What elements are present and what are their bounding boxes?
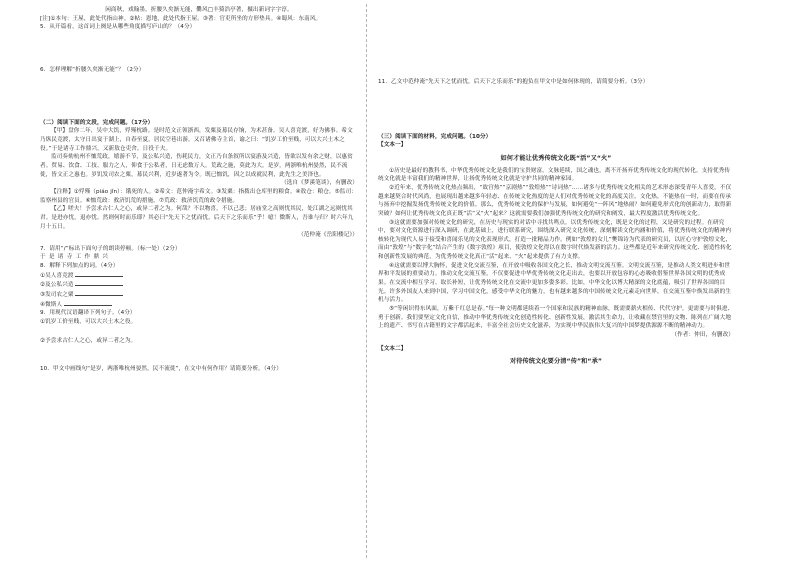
q7-char: 兴 bbox=[102, 254, 108, 261]
q8-item bbox=[40, 300, 358, 310]
question-7-sentence bbox=[40, 253, 358, 262]
text1-paragraph-4: ④这就需要以博大胸怀，促进文化交流互鉴，在开放中吸收各国文化之长，推动文明交流互鉴。文明交流互鉴，是推动人类文明进步和世界和平发展的重要动力。推动文化交流互鉴，不仅要促进中华优秀传统文化走出去，也要以开放包容的心态吸收借鉴世界各国文明的优秀成果。在交流中相互学习、取长补短，让优秀传统文化在交流中更加多姿多彩。比如，中华文化以博大精深的文化底蕴，吸引了世界各国的目光。许多外国友人来到中国，学习中国文化，感受中华文化的魅力，也有越来越多的中国传统文化元素走向世界，在交流互鉴中焕发出新的生机与活力。 bbox=[378, 262, 732, 304]
text1-label: 【文本一】 bbox=[378, 142, 407, 149]
question-6: 6．怎样理解“折腰久矣渐无能”？（2分） bbox=[40, 66, 145, 73]
q8-item-text: ①吴人喜竞渡 bbox=[40, 272, 74, 279]
q7-char: 寺 bbox=[66, 254, 73, 261]
question-11: 11．乙文中范仲淹“先天下之忧而忧，后天下之乐而乐”的抱负在甲文中是如何体现的，请简要分析。（3分） bbox=[378, 79, 649, 85]
passage-yi-source: （范仲淹《岳阳楼记》） bbox=[298, 232, 358, 239]
text1-title: 如何才能让优秀传统文化既“活”又“火” bbox=[500, 154, 612, 162]
question-5: 5．从开篇看，这首词上阕是从哪些角度描写庐山的？（4分） bbox=[40, 24, 196, 31]
question-9: 9．用现代汉语翻译下列句子。（4分） bbox=[40, 310, 136, 317]
left-column bbox=[40, 6, 358, 374]
question-7: 7．请用“/”标出下面句子的朗读停顿。（标一处）（2分） bbox=[40, 245, 181, 252]
q7-char: 是 bbox=[48, 254, 55, 261]
q8-item-text: ②及公私兴造 bbox=[40, 282, 74, 289]
answer-blank[interactable] bbox=[75, 290, 123, 296]
column-divider bbox=[366, 4, 367, 558]
q8-item bbox=[40, 280, 358, 290]
q7-char: 鼎 bbox=[93, 254, 100, 261]
passage-jia-p2: 监司奏劾杭州不恤荒政，嬉游不节，及公私兴造，伤耗民力，文正乃自条叙所以宴游及兴造，皆欲以发有余之财，以惠贫者。贸易、饮食、工技、服力之人，仰食于公私者，日无虑数万人。荒政之施，莫此为大。是岁，两浙唯杭州晏然，民不流徙，皆文正之惠也。岁饥发司农之粟，募民兴利，近岁遂著为令。既已恤饥，因之以成就民利，此先生之美泽也。 bbox=[40, 154, 353, 178]
answer-blank[interactable] bbox=[64, 300, 112, 306]
section-2-heading: （二）阅读下面的文段，完成问题。（17分） bbox=[40, 119, 154, 126]
q8-item-text: ④微斯人 bbox=[40, 301, 63, 308]
passage-notes: 【注释】①殍殣（piáo jǐn）：饿死的人。②希文：范仲淹字希文。③发粟：指拨出仓库里的粮食。④敖仓：粮仓。⑤监司：监察州县的官员。⑥恤荒政：救济饥荒的措施。⑦荒政：救济饥荒的政令措施。 bbox=[40, 188, 357, 204]
q7-char: 诸 bbox=[57, 254, 64, 261]
passage-jia-p1: 【甲】盘你二年，吴中大饥，殍殣枕路。是时范文正领浙西，发粟及募民存饷，为术甚备。吴人喜竞渡，好为佛事。希文乃纵民竞渡，太守日出宴于湖上，自春至夏，居民空巷出游。又召诸佛寺主首，谕之曰：“饥岁工价至贱，可以大兴土木之役。”于是诸寺工作鼎兴。又新敖仓吏舍，日役千夫。 bbox=[40, 128, 353, 152]
q7-char: 工 bbox=[75, 254, 82, 261]
q8-item-text: ③发司农之粟 bbox=[40, 292, 74, 299]
text2-label: 【文本二】 bbox=[378, 345, 407, 352]
q9-item: ②予尝求古仁人之心，或异二者之为。 bbox=[40, 337, 137, 344]
text1-author: （作者：仲田，有删改） bbox=[671, 332, 734, 339]
text1-paragraph-3: ③这就需要加强对传统文化的研究，在历史与现实的对话中寻找共鸣点。以优秀传统文化，既是文化的过程，又是研究的过程。在研究中，要对文化资源进行深入调研，在此基础上，进行联系研究，围绕深入研究文化传统，深刻解读文化内涵和价值，将优秀传统文化的精神内核转化为现代人易于接受和喜闻乐见的文化表现形式，打造一批精品力作。例如“敦煌的女儿”樊锦诗为代表的研究员，以匠心守护敦煌文化，而由“敦煌”与“数字化”结合产生的《数字敦煌》项目，使敦煌文化得以在数字时代焕发新的活力。这些都是近年来研究传统文化、创造性转化和创新性发展的典范，为优秀传统文化真正“活”起来、“火”起来提供了有力支撑。 bbox=[378, 219, 732, 261]
text1-paragraph-5: ⑤“等闲识得东风面，万紫千红总是春。”每一种文明都延续着一个国家和民族的精神血脉，既需要薪火相传、代代守护，更需要与时俱进、勇于创新。我们要坚定文化自信，推动中华优秀传统文化创造性转化、创新性发展，激活其生命力，让收藏在禁宫里的文物、陈列在广阔大地上的遗产、书写在古籍里的文字都活起来，丰富全社会历史文化滋养，为实现中华民族伟大复兴的中国梦提供源源不断的精神动力。 bbox=[378, 306, 734, 330]
text1-paragraph-2: ②近年来，优秀传统文化热点频出，“故宫热”“京剧热”“敦煌热”“诗词热”……诸多与优秀传统文化相关的艺术形态深受青年人喜爱，不仅越来越契合时代风尚，也展现出越来越多年轻态、在传统文化热度的是人们对优秀传统文化的高度关注。文化热，不能热在一时，而要在传承与扬弃中挖掘发扬优秀传统文化的价值。那么，优秀传统文化的保护与发展，如何避免“一阵风”地热闹？如何避免形式化的创新动力，取得新突破？如何让优秀传统文化真正既“活”又“火”起来？这就需要我们加强优秀传统文化的研究和阐发，最大程度激活优秀传统文化。 bbox=[378, 184, 732, 217]
q8-item bbox=[40, 271, 358, 281]
poem-line: 闲商秋，戏翰墨。折腰久矣渐无能，爨风□丰猗浩亭著，摄出新词字字淳。 bbox=[105, 7, 293, 13]
text1-paragraph-1: ①历史是最好的教科书，中华优秀传统文化是我们的宝贵财富。文脉延续，国之魂也，离不开扬弃优秀传统文化的现代转化。支持优秀传统文化就是丰富我们的精神世界，让扬优秀传统文化就是守护共同的精神家园。 bbox=[378, 167, 731, 183]
passage-yi: 【乙】嗟夫！予尝求古仁人之心，或异二者之为。何哉？不以物喜，不以己悲；居庙堂之高则忧其民，处江湖之远则忧其君。是进亦忧，退亦忧。然则何时而乐耶？其必曰“先天下之忧而忧，后天下之乐而乐”乎！噫！微斯人，吾谁与归？时六年九月十五日。 bbox=[40, 206, 354, 230]
q7-char: 于 bbox=[40, 254, 46, 261]
q9-item: ①饥岁工价至贱，可以大兴土木之役。 bbox=[40, 319, 137, 326]
passage-jia-source: （选自《梦溪笔谈》，有删改） bbox=[281, 180, 358, 187]
poem-note: [注]①本句：王屋，此处代指山神。②帖：恩地，此处代指王屋。③著：官吏所坐的方形垫具。④蜀风：东南风。 bbox=[40, 15, 322, 22]
answer-blank[interactable] bbox=[75, 280, 123, 286]
q7-char: 作 bbox=[84, 254, 91, 261]
question-10: 10．甲文中画线句“是岁，两浙唯杭州晏然，民不流徙”，在文中有何作用？请简要分析。（4分） bbox=[40, 366, 282, 373]
q8-item bbox=[40, 290, 358, 300]
right-column bbox=[378, 6, 734, 370]
question-8: 8．解释下列加点的词。（4分） bbox=[40, 263, 119, 270]
answer-blank[interactable] bbox=[75, 271, 123, 277]
section-3-heading: （三）阅读下面的材料，完成问题。（10分） bbox=[378, 133, 492, 140]
text2-title: 对待传统文化要分清“传”和“承” bbox=[509, 358, 603, 366]
